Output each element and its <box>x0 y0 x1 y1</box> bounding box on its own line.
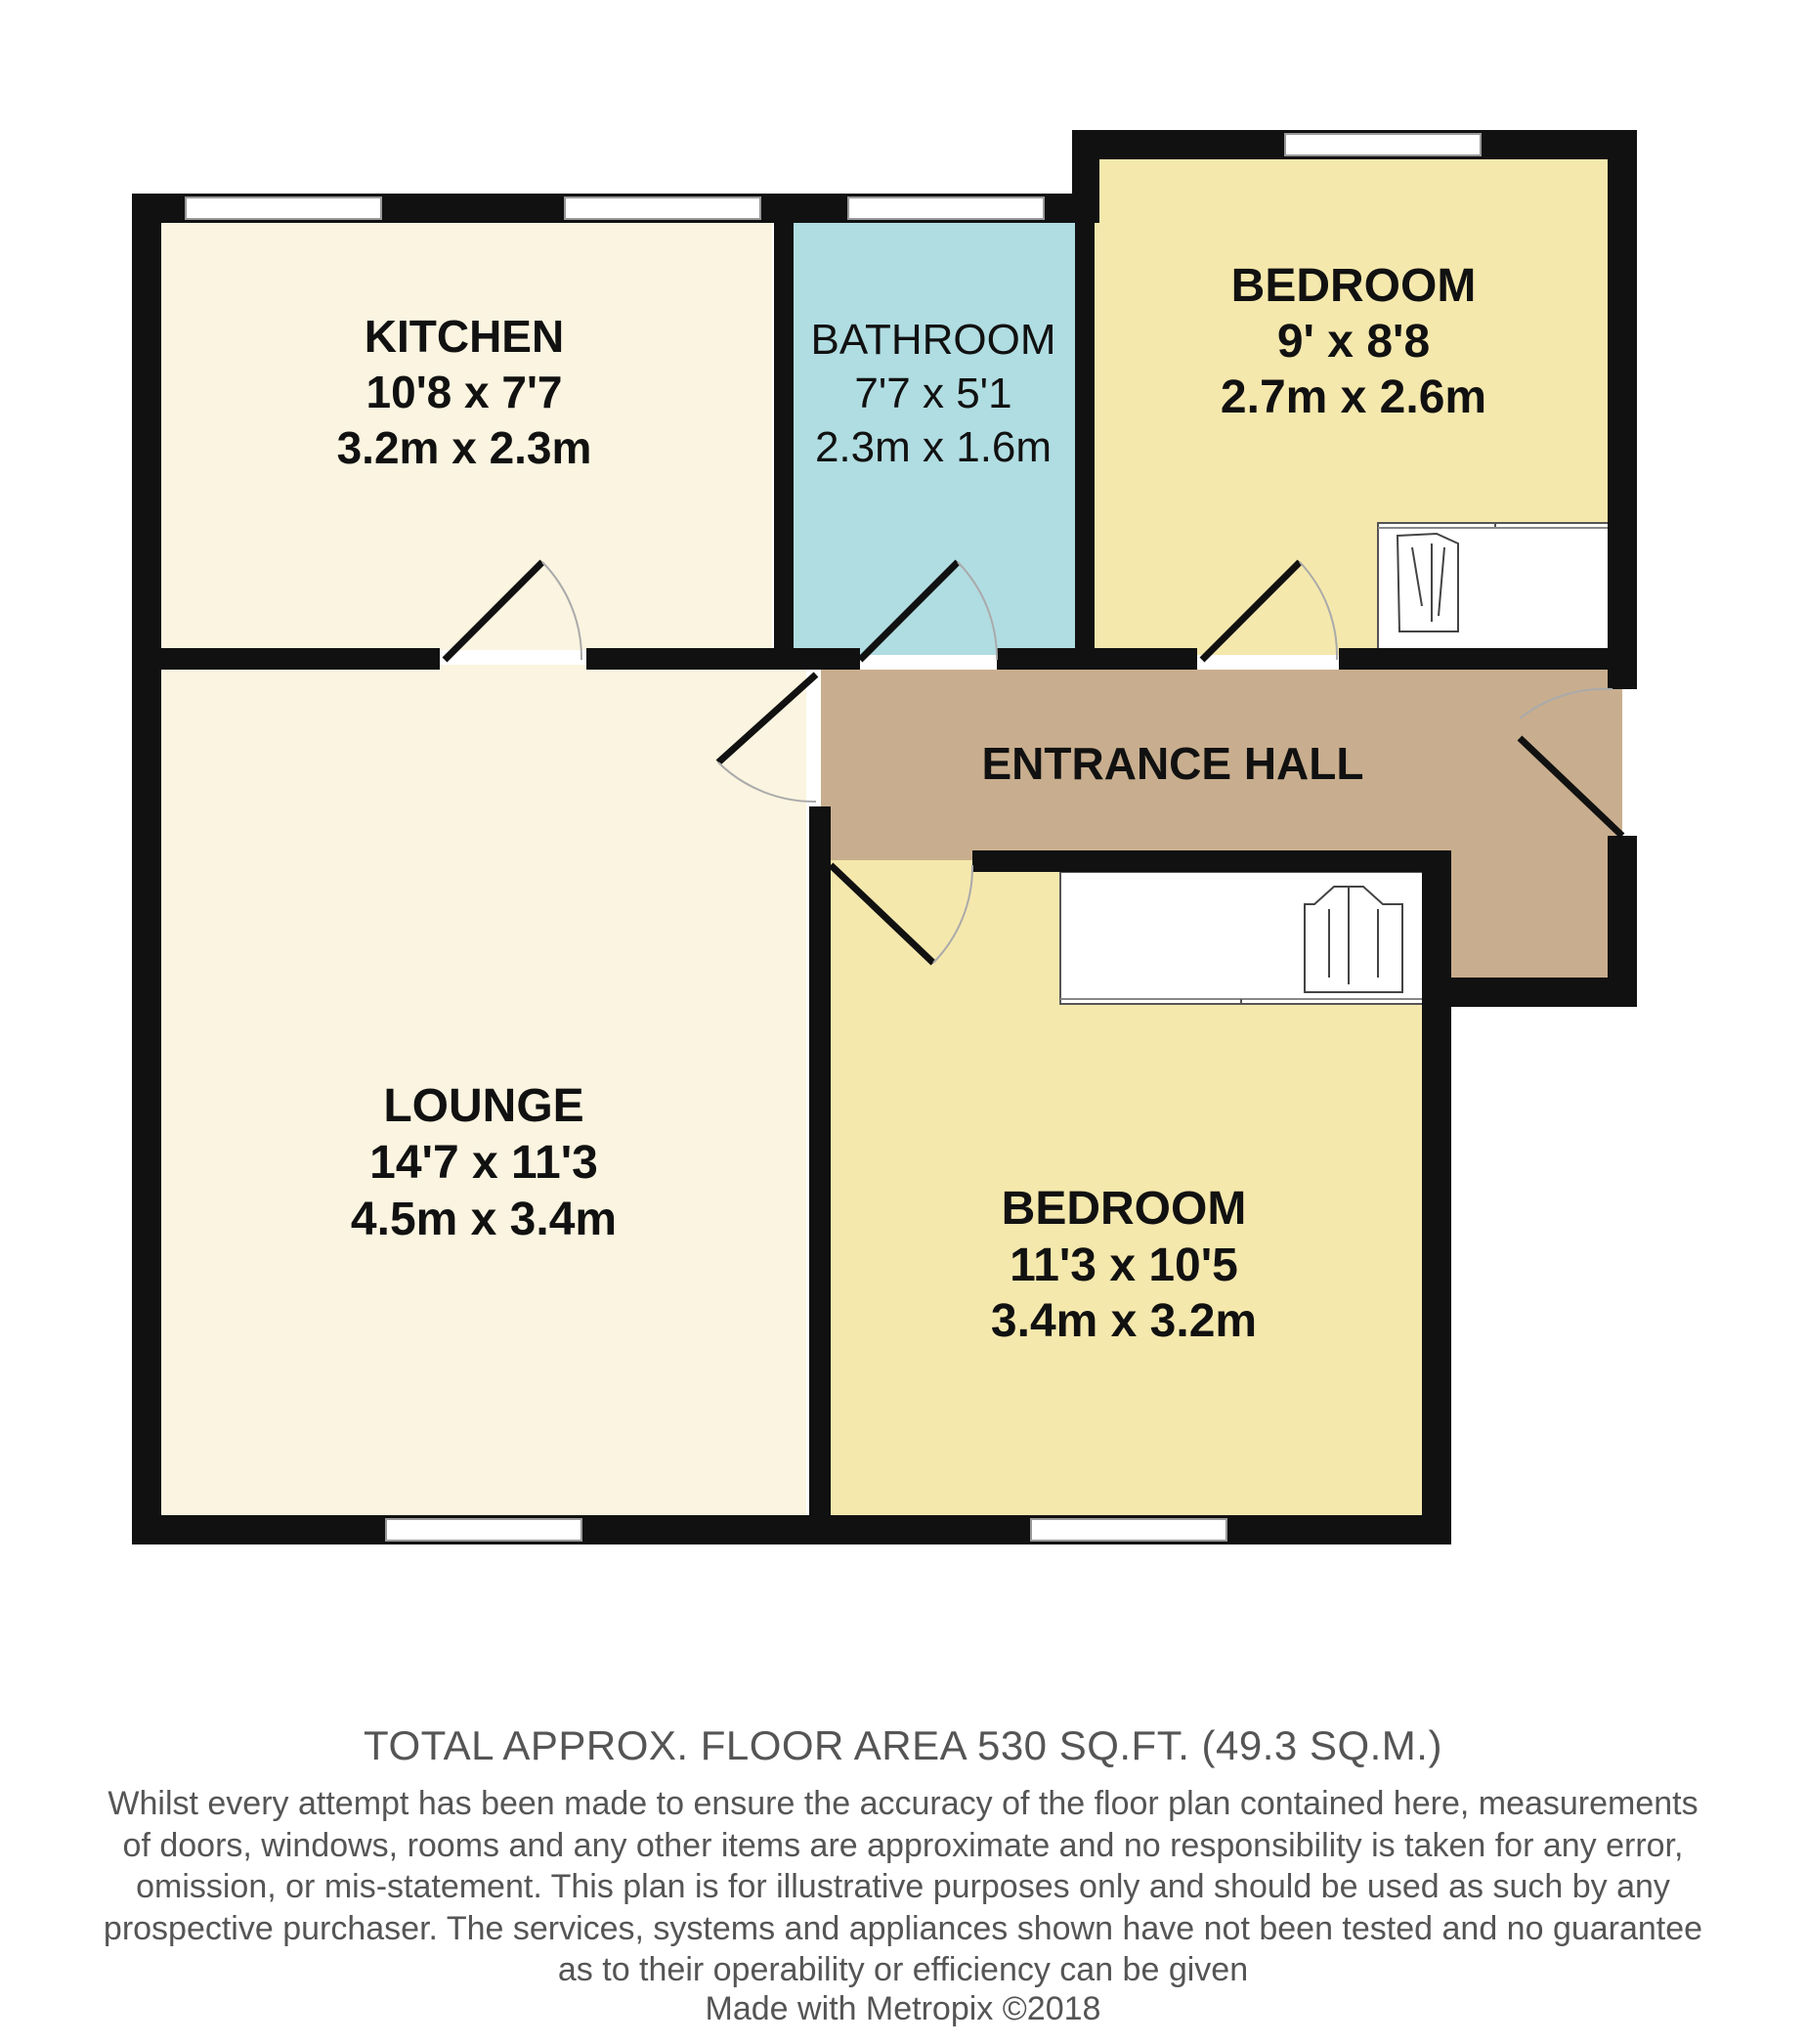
svg-text:7'7 x 5'1: 7'7 x 5'1 <box>854 370 1012 417</box>
svg-text:3.2m x 2.3m: 3.2m x 2.3m <box>336 422 592 473</box>
svg-text:ENTRANCE HALL: ENTRANCE HALL <box>981 738 1364 789</box>
credit: Made with Metropix ©2018 <box>705 1990 1101 2027</box>
lounge-label <box>351 1080 617 1245</box>
total-floor-area: TOTAL APPROX. FLOOR AREA 530 SQ.FT. (49.3 SQ.M.) <box>364 1722 1442 1768</box>
kitchen-label <box>337 311 592 473</box>
svg-text:LOUNGE: LOUNGE <box>383 1080 584 1132</box>
svg-text:BATHROOM: BATHROOM <box>810 316 1056 364</box>
svg-text:11'3 x 10'5: 11'3 x 10'5 <box>1010 1239 1238 1291</box>
svg-text:KITCHEN: KITCHEN <box>364 311 565 362</box>
svg-text:10'8 x 7'7: 10'8 x 7'7 <box>366 367 563 417</box>
disclaimer-line: Whilst every attempt has been made to ensure the accuracy of the floor plan contained here, measurements <box>108 1785 1698 1822</box>
disclaimer <box>0 1783 1806 1991</box>
bedroom-2-label <box>991 1183 1257 1347</box>
disclaimer-line: as to their operability or efficiency can be given <box>557 1951 1249 1988</box>
svg-text:9' x 8'8: 9' x 8'8 <box>1276 316 1431 368</box>
disclaimer-line: prospective purchaser. The services, systems and appliances shown have not been tested and no guarantee <box>103 1909 1703 1947</box>
entrance-hall-label <box>982 738 1364 789</box>
svg-text:4.5m x 3.4m: 4.5m x 3.4m <box>350 1194 618 1245</box>
svg-text:BEDROOM: BEDROOM <box>1001 1183 1247 1235</box>
svg-text:3.4m x 3.2m: 3.4m x 3.2m <box>990 1295 1258 1347</box>
disclaimer-line: of doors, windows, rooms and any other items are approximate and no responsibility is taken for any error, <box>122 1826 1684 1864</box>
disclaimer-line: omission, or mis-statement. This plan is for illustrative purposes only and should be used as such by any <box>136 1868 1670 1905</box>
svg-text:14'7 x 11'3: 14'7 x 11'3 <box>369 1137 598 1189</box>
svg-text:2.3m x 1.6m: 2.3m x 1.6m <box>814 423 1053 471</box>
svg-text:BEDROOM: BEDROOM <box>1230 260 1477 312</box>
shirt-icon <box>1398 534 1458 631</box>
svg-text:2.7m x 2.6m: 2.7m x 2.6m <box>1220 371 1487 423</box>
